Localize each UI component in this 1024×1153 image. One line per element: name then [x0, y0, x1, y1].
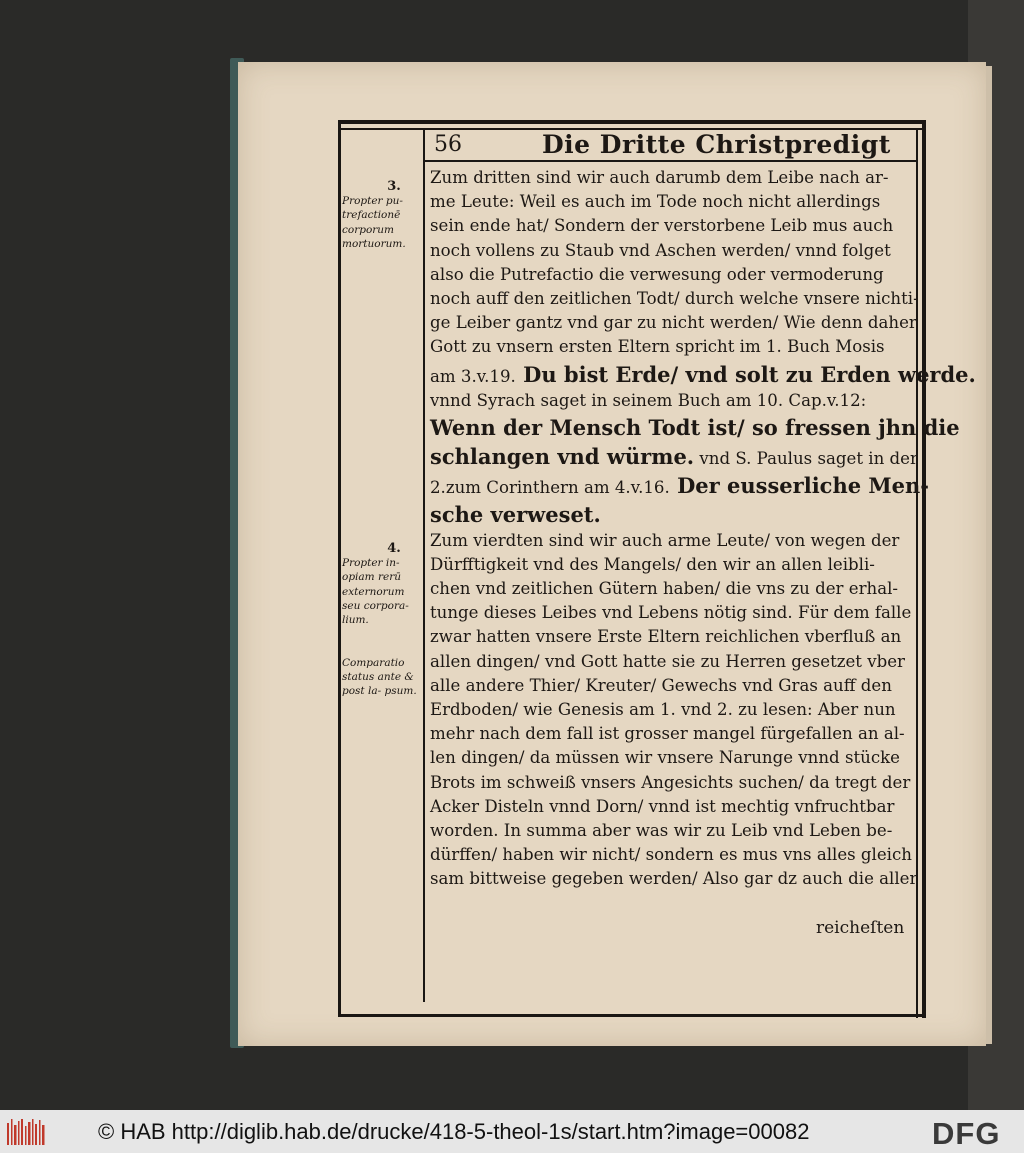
text-line — [430, 190, 910, 214]
copyright-url: © HAB http://diglib.hab.de/drucke/418-5-theol-1s/start.htm?image=00082 — [98, 1119, 810, 1144]
text-line — [430, 843, 910, 867]
emphasized-quote: Du bist Erde/ vnd solt zu Erden werde. — [515, 361, 976, 387]
emphasized-quote: Der eusserliche Men- — [669, 472, 929, 498]
line-text: worden. In summa aber was wir zu Leib vnd Leben be- — [430, 820, 893, 840]
text-line — [430, 471, 929, 500]
text-line — [430, 389, 910, 413]
text-line — [430, 335, 910, 359]
text-line — [430, 746, 910, 770]
text-line — [430, 529, 910, 553]
text-line — [430, 239, 910, 263]
margin-column-rule — [423, 130, 425, 1002]
text-line — [430, 674, 910, 698]
text-line — [430, 819, 910, 843]
page-number: 56 — [434, 132, 462, 157]
text-line — [430, 867, 918, 891]
frame-rule-right — [922, 120, 926, 1018]
line-text: noch auff den zeitlichen Todt/ durch welche vnsere nichti- — [430, 288, 919, 308]
page-header — [434, 132, 914, 160]
line-text: dürffen/ haben wir nicht/ sondern es mus vns alles gleich — [430, 845, 912, 865]
catchword: reicheſten — [816, 918, 905, 938]
line-text: sam bittweise gegeben werden/ Also gar dz auch die aller — [430, 869, 918, 889]
margin-note-number: 3. — [387, 179, 401, 194]
line-text: vnnd Syrach saget in seinem Buch am 10. Cap.v.12: — [430, 390, 867, 410]
line-text: len dingen/ da müssen wir vnsere Narunge vnnd stücke — [430, 748, 900, 768]
text-line — [430, 553, 910, 577]
emphasized-quote: schlangen vnd würme. — [430, 443, 695, 469]
frame-rule-top — [338, 120, 926, 124]
text-line — [430, 601, 910, 625]
line-text: vnd S. Paulus saget in der — [694, 448, 918, 468]
line-text: Erdboden/ wie Genesis am 1. vnd 2. zu lesen: Aber nun — [430, 700, 896, 719]
header-rule — [425, 160, 916, 162]
margin-note — [342, 542, 422, 627]
line-text: noch vollens zu Staub vnd Aschen werden/ vnnd folget — [430, 240, 891, 260]
text-line — [430, 311, 917, 335]
margin-note — [342, 656, 422, 699]
text-line — [430, 287, 919, 311]
barcode-icon — [6, 1117, 46, 1147]
line-text: sein ende hat/ Sondern der verstorbene Leib mus auch — [430, 216, 894, 236]
frame-rule-bottom — [338, 1014, 926, 1017]
text-line — [430, 650, 910, 674]
svg-text:DFG: DFG — [932, 1117, 1001, 1147]
footer-bar — [0, 1110, 1024, 1153]
frame-rule-left — [338, 120, 341, 1016]
text-line — [430, 771, 910, 795]
book-page — [238, 62, 986, 1046]
line-text: Zum dritten sind wir auch darumb dem Leibe nach ar- — [430, 168, 889, 187]
line-text: also die Putrefactio die verwesung oder vermoderung — [430, 264, 884, 284]
text-line — [430, 500, 910, 529]
text-line — [430, 698, 910, 722]
line-text: Gott zu vnsern ersten Eltern spricht im 1. Buch Mosis — [430, 337, 885, 357]
line-text: Brots im schweiß vnsers Angesichts suchen/ da tregt der — [430, 772, 911, 792]
line-text: allen dingen/ vnd Gott hatte sie zu Herren gesetzet vber — [430, 651, 905, 671]
line-text: alle andere Thier/ Kreuter/ Gewechs vnd Gras auff den — [430, 675, 892, 695]
line-text: ge Leiber gantz vnd gar zu nicht werden/ Wie denn daher — [430, 313, 917, 333]
line-text: tunge dieses Leibes vnd Lebens nötig sind. Für dem falle — [430, 603, 912, 623]
margin-note-number: 4. — [387, 541, 401, 556]
emphasized-quote: Wenn der Mensch Todt ist/ so fressen jhn die — [430, 414, 960, 440]
line-text: me Leute: Weil es auch im Tode noch nicht allerdings — [430, 192, 881, 212]
emphasized-quote: sche verweset. — [430, 501, 601, 527]
line-text: 2.zum Corinthern am 4.v.16. — [430, 477, 670, 497]
line-text: mehr nach dem fall ist grosser mangel fürgefallen an al- — [430, 724, 905, 744]
margin-note-text: Propter pu- trefactionē corporum mortuorum. — [342, 195, 406, 250]
line-text: Acker Disteln vnnd Dorn/ vnnd ist mechtig vnfruchtbar — [430, 796, 895, 816]
margin-note-text: Propter in- opiam rerū externorum seu corpora- lium. — [342, 557, 409, 627]
text-line — [430, 722, 910, 746]
running-title: Die Dritte Christpredigt — [542, 130, 891, 159]
text-line — [430, 360, 976, 389]
text-line — [430, 577, 910, 601]
text-line — [430, 442, 918, 471]
text-line — [430, 166, 910, 190]
line-text: Zum vierdten sind wir auch arme Leute/ von wegen der — [430, 530, 900, 550]
text-line — [430, 413, 960, 442]
line-text: chen vnd zeitlichen Gütern haben/ die vns zu der erhal- — [430, 579, 899, 599]
text-line — [430, 625, 910, 649]
line-text: Dürfftigkeit vnd des Mangels/ den wir an allen leibli- — [430, 554, 875, 574]
text-line — [430, 795, 910, 819]
text-line — [430, 263, 910, 287]
margin-note — [342, 180, 422, 251]
text-line — [430, 214, 910, 238]
margin-note-text: Comparatio status ante & post la- psum. — [342, 657, 417, 698]
dfg-logo — [930, 1117, 1020, 1147]
body-text — [430, 166, 976, 892]
line-text: am 3.v.19. — [430, 366, 516, 386]
line-text: zwar hatten vnsere Erste Eltern reichlichen vberfluß an — [430, 627, 902, 647]
